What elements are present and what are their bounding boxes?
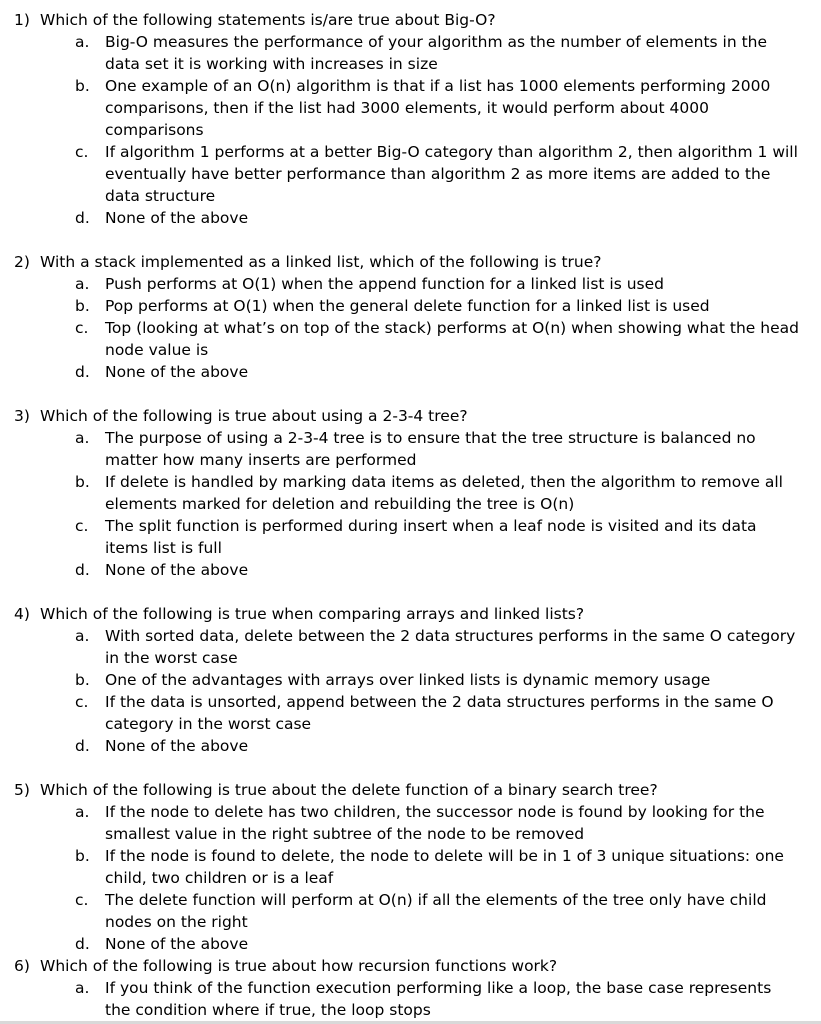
option-c — [75, 515, 801, 559]
option-label: a. — [75, 627, 90, 645]
option-text: If algorithm 1 performs at a better Big-O category than algorithm 2, then algorithm 1 will eventually have better performance than algorithm 2 as more items are added to the data structure — [105, 143, 798, 205]
options-list — [75, 427, 801, 581]
option-text: Pop performs at O(1) when the general delete function for a linked list is used — [105, 297, 710, 315]
option-text: If the node to delete has two children, the successor node is found by looking for the smallest value in the right subtree of the node to be removed — [105, 803, 765, 843]
option-text: The purpose of using a 2-3-4 tree is to ensure that the tree structure is balanced no matter how many inserts are performed — [105, 429, 756, 469]
option-label: b. — [75, 473, 90, 491]
option-b — [75, 471, 801, 515]
option-b — [75, 845, 801, 889]
option-label: c. — [75, 891, 89, 909]
option-d — [75, 361, 801, 383]
option-text: Push performs at O(1) when the append function for a linked list is used — [105, 275, 664, 293]
option-text: None of the above — [105, 561, 249, 579]
option-b — [75, 295, 801, 317]
question-1 — [14, 9, 801, 229]
option-text: If the node is found to delete, the node to delete will be in 1 of 3 unique situations: one child, two children or is a leaf — [105, 847, 784, 887]
option-text: None of the above — [105, 209, 249, 227]
option-a — [75, 801, 801, 845]
option-text: The delete function will perform at O(n) if all the elements of the tree only have child nodes on the right — [105, 891, 767, 931]
option-text: With sorted data, delete between the 2 data structures performs in the same O category in the worst case — [105, 627, 796, 667]
option-label: d. — [75, 209, 90, 227]
option-label: d. — [75, 737, 90, 755]
options-list — [75, 977, 801, 1021]
question-text: Which of the following is true about the delete function of a binary search tree? — [40, 781, 658, 799]
option-a — [75, 273, 801, 295]
option-text: If the data is unsorted, append between the 2 data structures performs in the same O category in the worst case — [105, 693, 774, 733]
option-b — [75, 75, 801, 141]
question-5 — [14, 779, 801, 955]
question-text: With a stack implemented as a linked list, which of the following is true? — [40, 253, 602, 271]
option-label: d. — [75, 363, 90, 381]
question-text: Which of the following is true about using a 2-3-4 tree? — [40, 407, 468, 425]
option-b — [75, 669, 801, 691]
question-2 — [14, 251, 801, 383]
option-label: c. — [75, 517, 89, 535]
option-d — [75, 933, 801, 955]
question-6 — [14, 955, 801, 1021]
option-text: Big-O measures the performance of your algorithm as the number of elements in the data set it is working with increases in size — [105, 33, 768, 73]
option-a — [75, 625, 801, 669]
options-list — [75, 801, 801, 955]
option-label: d. — [75, 935, 90, 953]
option-text: The split function is performed during insert when a leaf node is visited and its data items list is full — [105, 517, 757, 557]
option-c — [75, 141, 801, 207]
question-3 — [14, 405, 801, 581]
option-text: One of the advantages with arrays over linked lists is dynamic memory usage — [105, 671, 711, 689]
option-text: None of the above — [105, 935, 249, 953]
question-number: 2) — [14, 253, 30, 271]
option-label: a. — [75, 275, 90, 293]
option-label: a. — [75, 429, 90, 447]
option-label: b. — [75, 847, 90, 865]
option-c — [75, 691, 801, 735]
options-list — [75, 273, 801, 383]
option-text: If you think of the function execution performing like a loop, the base case represents the condition where if true, the loop stops — [105, 979, 772, 1019]
question-number: 5) — [14, 781, 30, 799]
option-text: If delete is handled by marking data items as deleted, then the algorithm to remove all elements marked for deletion and rebuilding the tree is O(n) — [105, 473, 783, 513]
question-number: 1) — [14, 11, 30, 29]
option-label: c. — [75, 693, 89, 711]
question-number: 3) — [14, 407, 30, 425]
option-label: b. — [75, 77, 90, 95]
option-text: None of the above — [105, 737, 249, 755]
question-4 — [14, 603, 801, 757]
option-d — [75, 207, 801, 229]
question-number: 4) — [14, 605, 30, 623]
options-list — [75, 625, 801, 757]
option-a — [75, 977, 801, 1021]
option-label: c. — [75, 319, 89, 337]
option-text: None of the above — [105, 363, 249, 381]
question-text: Which of the following is true when comparing arrays and linked lists? — [40, 605, 585, 623]
option-text: Top (looking at what’s on top of the stack) performs at O(n) when showing what the head node value is — [105, 319, 799, 359]
question-text: Which of the following statements is/are true about Big-O? — [40, 11, 496, 29]
option-c — [75, 317, 801, 361]
question-number: 6) — [14, 957, 30, 975]
option-d — [75, 735, 801, 757]
option-label: b. — [75, 297, 90, 315]
option-c — [75, 889, 801, 933]
option-label: a. — [75, 979, 90, 997]
question-text: Which of the following is true about how recursion functions work? — [40, 957, 558, 975]
option-d — [75, 559, 801, 581]
option-label: a. — [75, 803, 90, 821]
option-label: c. — [75, 143, 89, 161]
option-a — [75, 31, 801, 75]
option-a — [75, 427, 801, 471]
option-label: d. — [75, 561, 90, 579]
options-list — [75, 31, 801, 229]
option-text: One example of an O(n) algorithm is that if a list has 1000 elements performing 2000 comparisons, then if the list had 3000 elements, it would perform about 4000 comparisons — [105, 77, 771, 139]
option-label: b. — [75, 671, 90, 689]
option-label: a. — [75, 33, 90, 51]
